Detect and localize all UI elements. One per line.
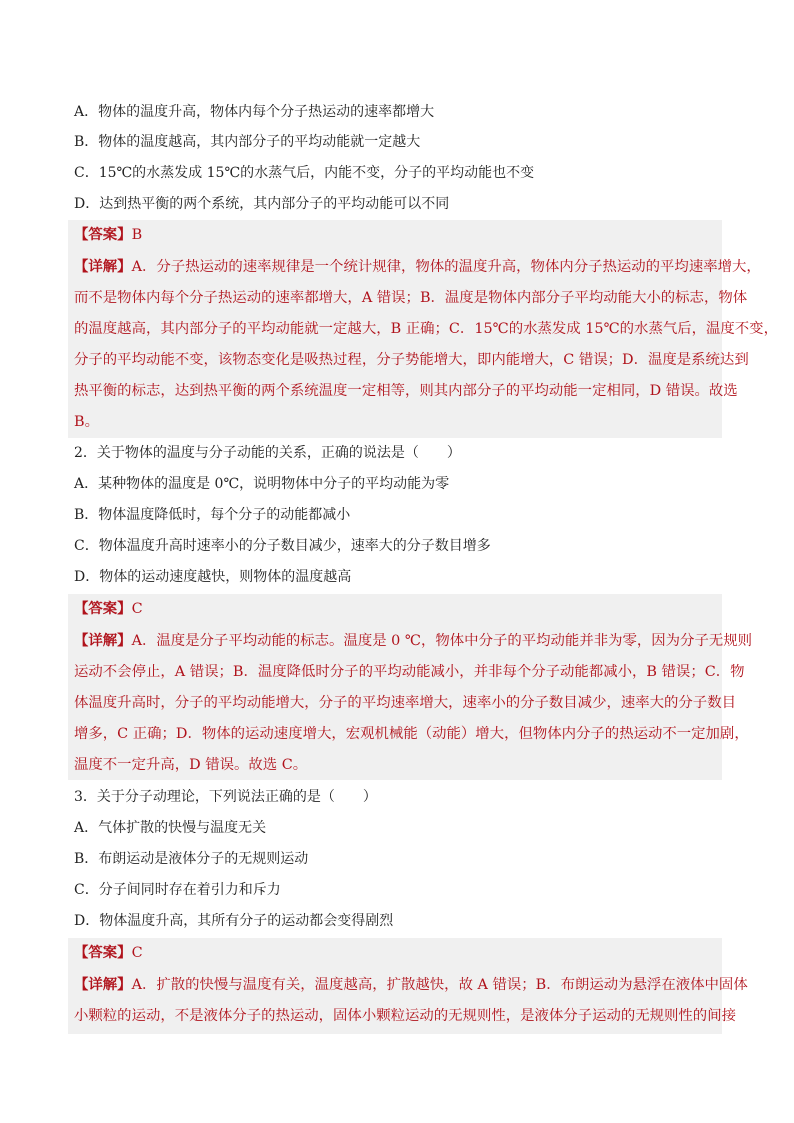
q3-answer-label: 【答案】 xyxy=(74,944,132,961)
q1-detail-text-1: A．分子热运动的速率规律是一个统计规律，物体的温度升高，物体内分子热运动的平均速率增大， xyxy=(131,259,761,275)
q2-option-a: A．某种物体的温度是 0℃，说明物体中分子的平均动能为零 xyxy=(74,476,450,492)
q2-detail-line-4: 增多，C 正确；D．物体的运动速度增大，宏观机械能（动能）增大，但物体内分子的热运动不一定加剧， xyxy=(74,726,749,742)
q1-detail-line-5: 热平衡的标志，达到热平衡的两个系统温度一定相等，则其内部分子的平均动能一定相同，D 错误。故选 xyxy=(74,383,738,399)
q1-option-b: B．物体的温度越高，其内部分子的平均动能就一定越大 xyxy=(74,134,421,150)
q3-answer-block xyxy=(68,938,748,1034)
q2-stem: 2．关于物体的温度与分子动能的关系，正确的说法是（ ） xyxy=(74,445,461,461)
q2-answer-block xyxy=(68,594,753,780)
q2-detail-label: 【详解】 xyxy=(74,632,132,649)
q3-detail-line-1 xyxy=(74,975,748,995)
q3-answer-value: C xyxy=(131,945,143,961)
q2-option-b: B．物体温度降低时，每个分子的动能都减小 xyxy=(74,507,351,523)
q2-answer-line xyxy=(74,599,143,619)
q2-option-c: C．物体温度升高时速率小的分子数目减少，速率大的分子数目增多 xyxy=(74,538,491,554)
q1-answer-label: 【答案】 xyxy=(74,226,132,243)
q1-detail-line-4: 分子的平均动能不变，该物态变化是吸热过程，分子势能增大，即内能增大，C 错误；D．温度是系统达到 xyxy=(74,352,749,368)
q1-option-a: A．物体的温度升高，物体内每个分子热运动的速率都增大 xyxy=(74,104,435,120)
q3-detail-line-2: 小颗粒的运动，不是液体分子的热运动，固体小颗粒运动的无规则性，是液体分子运动的无规则性的间接 xyxy=(74,1008,736,1024)
q3-option-d: D．物体温度升高，其所有分子的运动都会变得剧烈 xyxy=(74,913,394,929)
q2-option-d: D．物体的运动速度越快，则物体的温度越高 xyxy=(74,569,352,585)
q3-option-a: A．气体扩散的快慢与温度无关 xyxy=(74,820,267,836)
q2-detail-line-3: 体温度升高时，分子的平均动能增大，分子的平均速率增大，速率小的分子数目减少，速率大的分子数目 xyxy=(74,695,736,711)
q3-detail-label: 【详解】 xyxy=(74,976,132,993)
q1-answer-block xyxy=(68,220,778,438)
q1-answer-line xyxy=(74,225,142,245)
q2-answer-label: 【答案】 xyxy=(74,600,132,617)
q2-detail-line-1 xyxy=(74,631,752,651)
q3-stem: 3．关于分子动理论，下列说法正确的是（ ） xyxy=(74,789,377,805)
q3-option-b: B．布朗运动是液体分子的无规则运动 xyxy=(74,851,309,867)
q2-detail-line-2: 运动不会停止，A 错误；B．温度降低时分子的平均动能减小，并非每个分子动能都减小，B 错误；C．物 xyxy=(74,664,745,680)
q1-answer-value: B xyxy=(131,227,143,243)
q3-option-c: C．分子间同时存在着引力和斥力 xyxy=(74,882,281,898)
q2-detail-line-5: 温度不一定升高，D 错误。故选 C。 xyxy=(74,757,308,773)
q1-option-c: C．15℃的水蒸发成 15℃的水蒸气后，内能不变，分子的平均动能也不变 xyxy=(74,165,535,181)
q2-detail-text-1: A．温度是分子平均动能的标志。温度是 0 ℃，物体中分子的平均动能并非为零，因为分子无规则 xyxy=(131,633,753,649)
q1-detail-line-2: 而不是物体内每个分子热运动的速率都增大，A 错误；B．温度是物体内部分子平均动能大小的标志，物体 xyxy=(74,290,748,306)
q1-detail-label: 【详解】 xyxy=(74,258,132,275)
q1-detail-line-6: B。 xyxy=(74,414,99,430)
q1-detail-line-1 xyxy=(74,257,761,277)
q3-answer-line xyxy=(74,943,143,963)
q3-detail-text-1: A．扩散的快慢与温度有关，温度越高，扩散越快，故 A 错误；B．布朗运动为悬浮在液体中固体 xyxy=(131,977,748,993)
q2-answer-value: C xyxy=(131,601,143,617)
q1-detail-line-3: 的温度越高，其内部分子的平均动能就一定越大，B 正确；C．15℃的水蒸发成 15℃的水蒸气后，温度不变， xyxy=(74,321,778,337)
q1-option-d: D．达到热平衡的两个系统，其内部分子的平均动能可以不同 xyxy=(74,196,450,212)
